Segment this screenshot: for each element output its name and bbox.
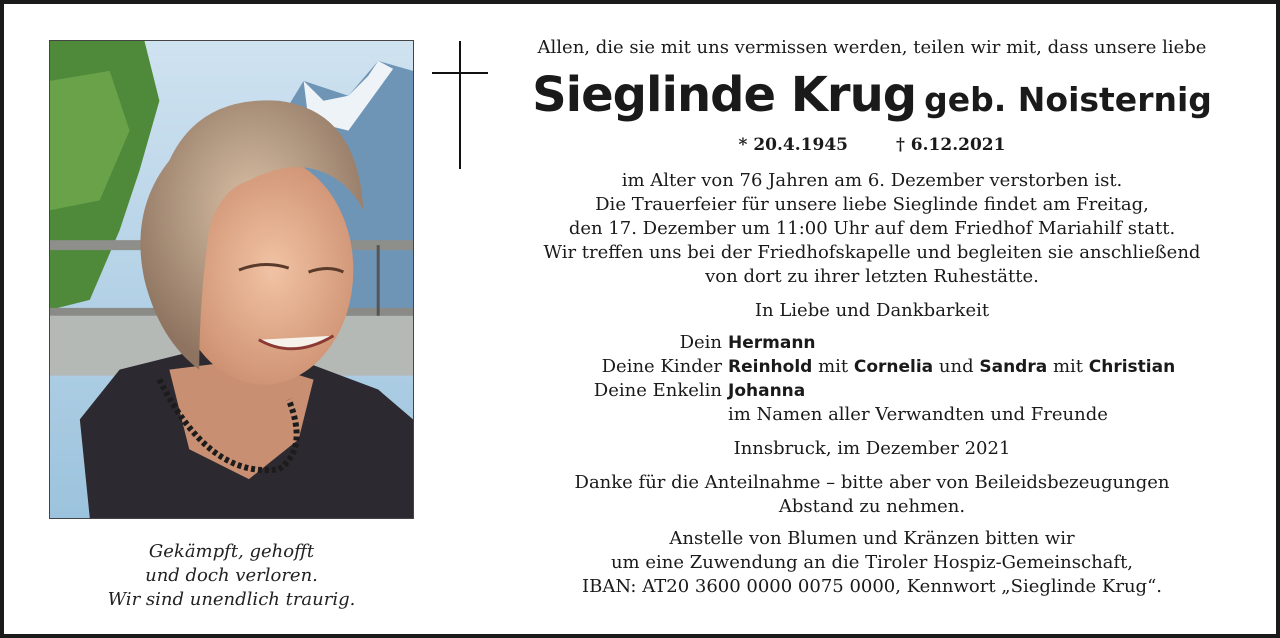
thanks-line: Abstand zu nehmen. xyxy=(778,496,966,517)
death-date: † 6.12.2021 xyxy=(896,135,1006,155)
life-dates xyxy=(512,133,1232,157)
thanks-text xyxy=(512,471,1232,519)
cross-icon xyxy=(432,41,488,169)
memorial-verse xyxy=(49,540,414,612)
deceased-name: Sieglinde Krug xyxy=(532,67,917,123)
body-line: im Alter von 76 Jahren am 6. Dezember verstorben ist. xyxy=(621,170,1123,191)
verse-line: und doch verloren. xyxy=(145,565,318,586)
intro-line: Allen, die sie mit uns vermissen werden, teilen wir mit, dass unsere liebe xyxy=(537,37,1207,58)
portrait-photo xyxy=(49,40,414,519)
announcement-body xyxy=(512,169,1232,289)
relatives-line: im Namen aller Verwandten und Freunde xyxy=(728,404,1108,425)
maiden-name: geb. Noisternig xyxy=(924,80,1212,119)
donation-line: Anstelle von Blumen und Kränzen bitten wir xyxy=(669,528,1075,549)
connector-word: und xyxy=(938,356,974,377)
mourner-name: Christian xyxy=(1088,357,1176,377)
body-line: Wir treffen uns bei der Friedhofskapelle und begleiten sie anschließend xyxy=(543,242,1201,263)
body-line: den 17. Dezember um 11:00 Uhr auf dem Friedhof Mariahilf statt. xyxy=(568,218,1176,239)
love-line: In Liebe und Dankbarkeit xyxy=(754,300,990,321)
thanks-line: Danke für die Anteilnahme – bitte aber von Beileidsbezeugungen xyxy=(574,472,1170,493)
verse-line: Wir sind unendlich traurig. xyxy=(107,589,356,610)
mourner-name: Johanna xyxy=(728,381,806,401)
mourner-role: Dein xyxy=(679,332,722,353)
verse-line: Gekämpft, gehofft xyxy=(148,541,315,562)
mourner-name: Hermann xyxy=(728,333,816,353)
birth-date: * 20.4.1945 xyxy=(738,135,848,155)
mourners-list xyxy=(512,331,1232,427)
mourner-name: Reinhold xyxy=(728,357,813,377)
mourner-name: Cornelia xyxy=(853,357,934,377)
deceased-name-block xyxy=(512,66,1232,135)
mourner-name: Sandra xyxy=(979,357,1048,377)
body-line: von dort zu ihrer letzten Ruhestätte. xyxy=(705,266,1039,287)
mourner-row xyxy=(512,331,1232,355)
donation-line: um eine Zuwendung an die Tiroler Hospiz-Gemeinschaft, xyxy=(610,552,1134,573)
mourner-row xyxy=(512,403,1232,427)
mourner-row xyxy=(512,379,1232,403)
place-date: Innsbruck, im Dezember 2021 xyxy=(733,438,1011,459)
body-line: Die Trauerfeier für unsere liebe Sieglinde findet am Freitag, xyxy=(595,194,1149,215)
mourner-role: Deine Enkelin xyxy=(593,380,722,401)
connector-word: mit xyxy=(818,356,849,377)
connector-word: mit xyxy=(1052,356,1083,377)
portrait-image xyxy=(50,41,413,518)
donation-line: IBAN: AT20 3600 0000 0075 0000, Kennwort „Sieglinde Krug“. xyxy=(581,576,1162,597)
donation-text xyxy=(512,527,1232,599)
mourner-row xyxy=(512,355,1232,379)
mourner-role: Deine Kinder xyxy=(601,356,722,377)
notice-text xyxy=(512,36,1232,599)
